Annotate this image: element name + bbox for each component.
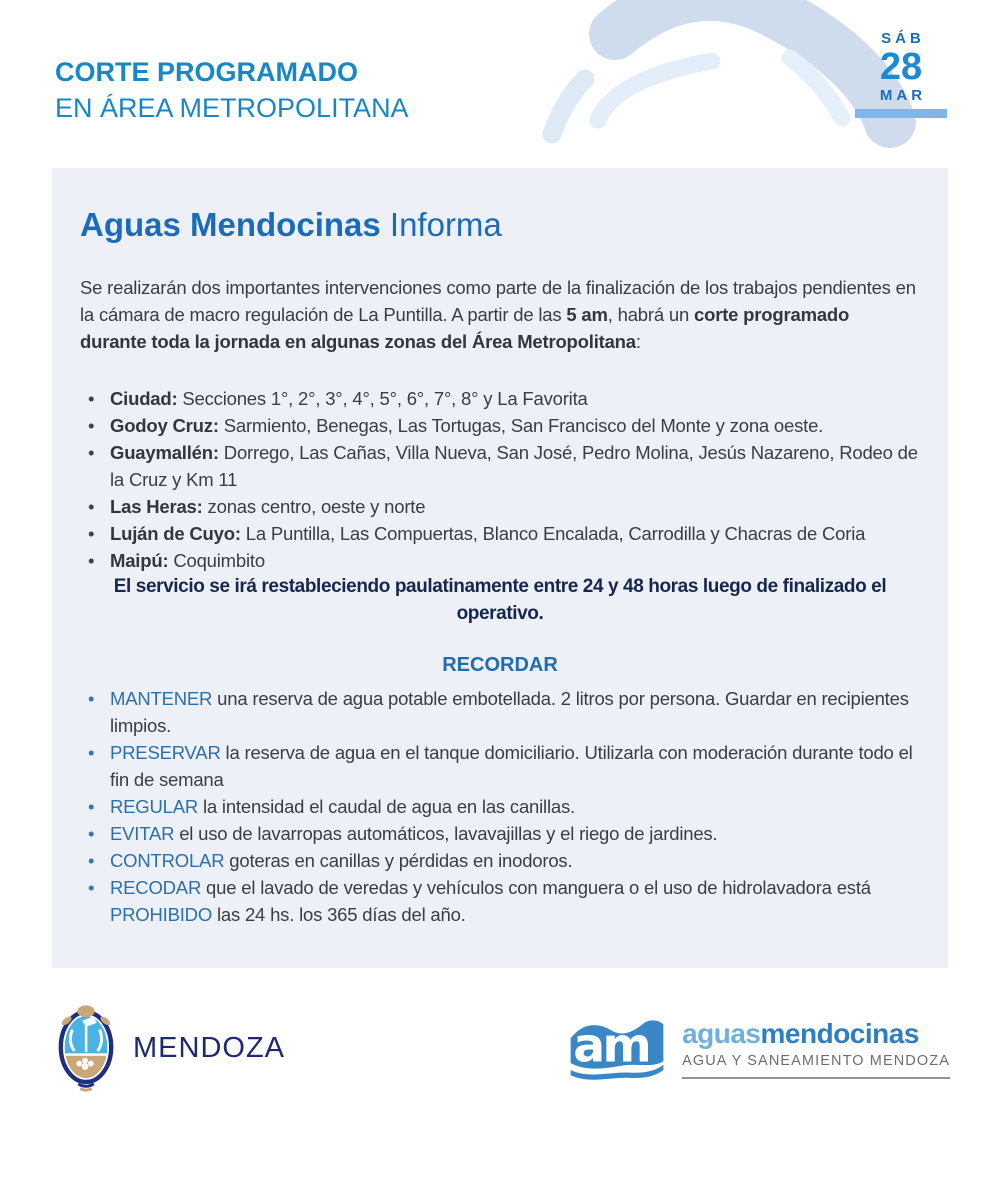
restore-notice: El servicio se irá restableciendo paulatinamente entre 24 y 48 horas luego de finalizado el operativo.: [113, 576, 887, 624]
mendoza-government-logo: [55, 1004, 285, 1094]
zone-item-lujan-de-cuyo: [80, 520, 920, 547]
date-month-abbr: MAR: [879, 87, 927, 104]
zone-label: Ciudad:: [110, 388, 178, 409]
zone-text: Sarmiento, Benegas, Las Tortugas, San Francisco del Monte y zona oeste.: [218, 415, 824, 436]
tip-keyword: EVITAR: [110, 822, 175, 844]
zone-label: Luján de Cuyo:: [110, 523, 241, 544]
tip-text: goteras en canillas y pérdidas en inodoros.: [224, 849, 573, 871]
zone-text: La Puntilla, Las Compuertas, Blanco Encalada, Carrodilla y Chacras de Coria: [240, 523, 866, 544]
tip-text-after: las 24 hs. los 365 días del año.: [212, 903, 466, 925]
brand-mendocinas: mendocinas: [760, 1018, 919, 1050]
zone-item-ciudad: [80, 385, 920, 412]
zone-item-guaymallen: [80, 439, 920, 493]
tip-item-recodar: [80, 874, 920, 928]
tip-keyword: REGULAR: [110, 795, 199, 817]
svg-text:am: am: [573, 1018, 650, 1074]
tip-text: que el lavado de veredas y vehículos con manguera o el uso de hidrolavadora está: [201, 876, 871, 898]
intro-bold2: corte programado durante toda la jornada en algunas zonas del Área Metropolitana: [80, 304, 850, 352]
recordar-heading: RECORDAR: [442, 653, 558, 676]
zone-text: zonas centro, oeste y norte: [202, 496, 426, 517]
footer: [0, 968, 1000, 1094]
tip-text: el uso de lavarropas automáticos, lavavajillas y el riego de jardines.: [174, 822, 718, 844]
zone-item-las-heras: [80, 493, 920, 520]
zone-label: Las Heras:: [110, 496, 203, 517]
date-day-abbr: SÁB: [881, 30, 925, 47]
tip-highlight: PROHIBIDO: [110, 903, 213, 925]
zone-item-maipu: [80, 547, 920, 574]
intro-part3: :: [635, 331, 641, 352]
tip-item-regular: [80, 793, 920, 820]
notice-title-suffix: Informa: [380, 206, 502, 243]
aguas-mendocinas-logo: [568, 1009, 950, 1089]
zone-label: Guaymallén:: [110, 442, 219, 463]
affected-zones-list: [80, 385, 920, 574]
mendoza-label: MENDOZA: [133, 1032, 285, 1065]
header-title-line2: EN ÁREA METROPOLITANA: [55, 92, 409, 123]
date-underline-bar: [855, 109, 947, 118]
brand-aguas: aguas: [682, 1018, 761, 1050]
intro-part2: , habrá un: [607, 304, 694, 325]
tip-keyword: RECODAR: [110, 876, 202, 898]
intro-paragraph: [80, 274, 920, 355]
intro-part1: Se realizarán dos importantes intervenciones como parte de la finalización de los trabajos pendientes en la cámara de macro regulación de La Puntilla. A partir de las: [80, 277, 916, 325]
mendoza-coat-of-arms-icon: [55, 1004, 117, 1094]
brand-subtitle: AGUA Y SANEAMIENTO MENDOZA: [682, 1053, 950, 1079]
notice-box: [52, 168, 948, 968]
header-title: [55, 55, 409, 126]
zone-label: Godoy Cruz:: [110, 415, 219, 436]
tip-text: la reserva de agua en el tanque domiciliario. Utilizarla con moderación durante todo el fin de semana: [110, 741, 913, 790]
tip-item-preservar: [80, 739, 920, 793]
intro-bold1: 5 am: [566, 304, 608, 325]
notice-title-brand: Aguas Mendocinas: [80, 206, 381, 243]
header: [0, 0, 1000, 168]
aguas-mendocinas-logo-mark-icon: [568, 1009, 666, 1089]
tip-keyword: CONTROLAR: [110, 849, 225, 871]
date-badge: [855, 30, 947, 118]
aguas-mendocinas-wordmark: [682, 1019, 950, 1079]
tip-text: una reserva de agua potable embotellada. 2 litros por persona. Guardar en recipientes limpios.: [110, 687, 909, 736]
date-day-number: 28: [879, 46, 923, 88]
tip-keyword: PRESERVAR: [110, 741, 221, 763]
zone-item-godoy-cruz: [80, 412, 920, 439]
zone-text: Dorrego, Las Cañas, Villa Nueva, San José, Pedro Molina, Jesús Nazareno, Rodeo de la Cruz y Km 11: [110, 442, 918, 490]
notice-title: [80, 206, 920, 244]
tip-item-controlar: [80, 847, 920, 874]
tip-item-evitar: [80, 820, 920, 847]
tip-item-mantener: [80, 685, 920, 739]
tip-text: la intensidad el caudal de agua en las canillas.: [198, 795, 575, 817]
zone-text: Coquimbito: [168, 550, 265, 571]
zone-text: Secciones 1°, 2°, 3°, 4°, 5°, 6°, 7°, 8° y La Favorita: [177, 388, 588, 409]
tips-list: [80, 685, 920, 928]
header-title-line1: CORTE PROGRAMADO: [55, 57, 358, 87]
tip-keyword: MANTENER: [110, 687, 213, 709]
brand-name: [682, 1019, 950, 1050]
zone-label: Maipú:: [110, 550, 169, 571]
